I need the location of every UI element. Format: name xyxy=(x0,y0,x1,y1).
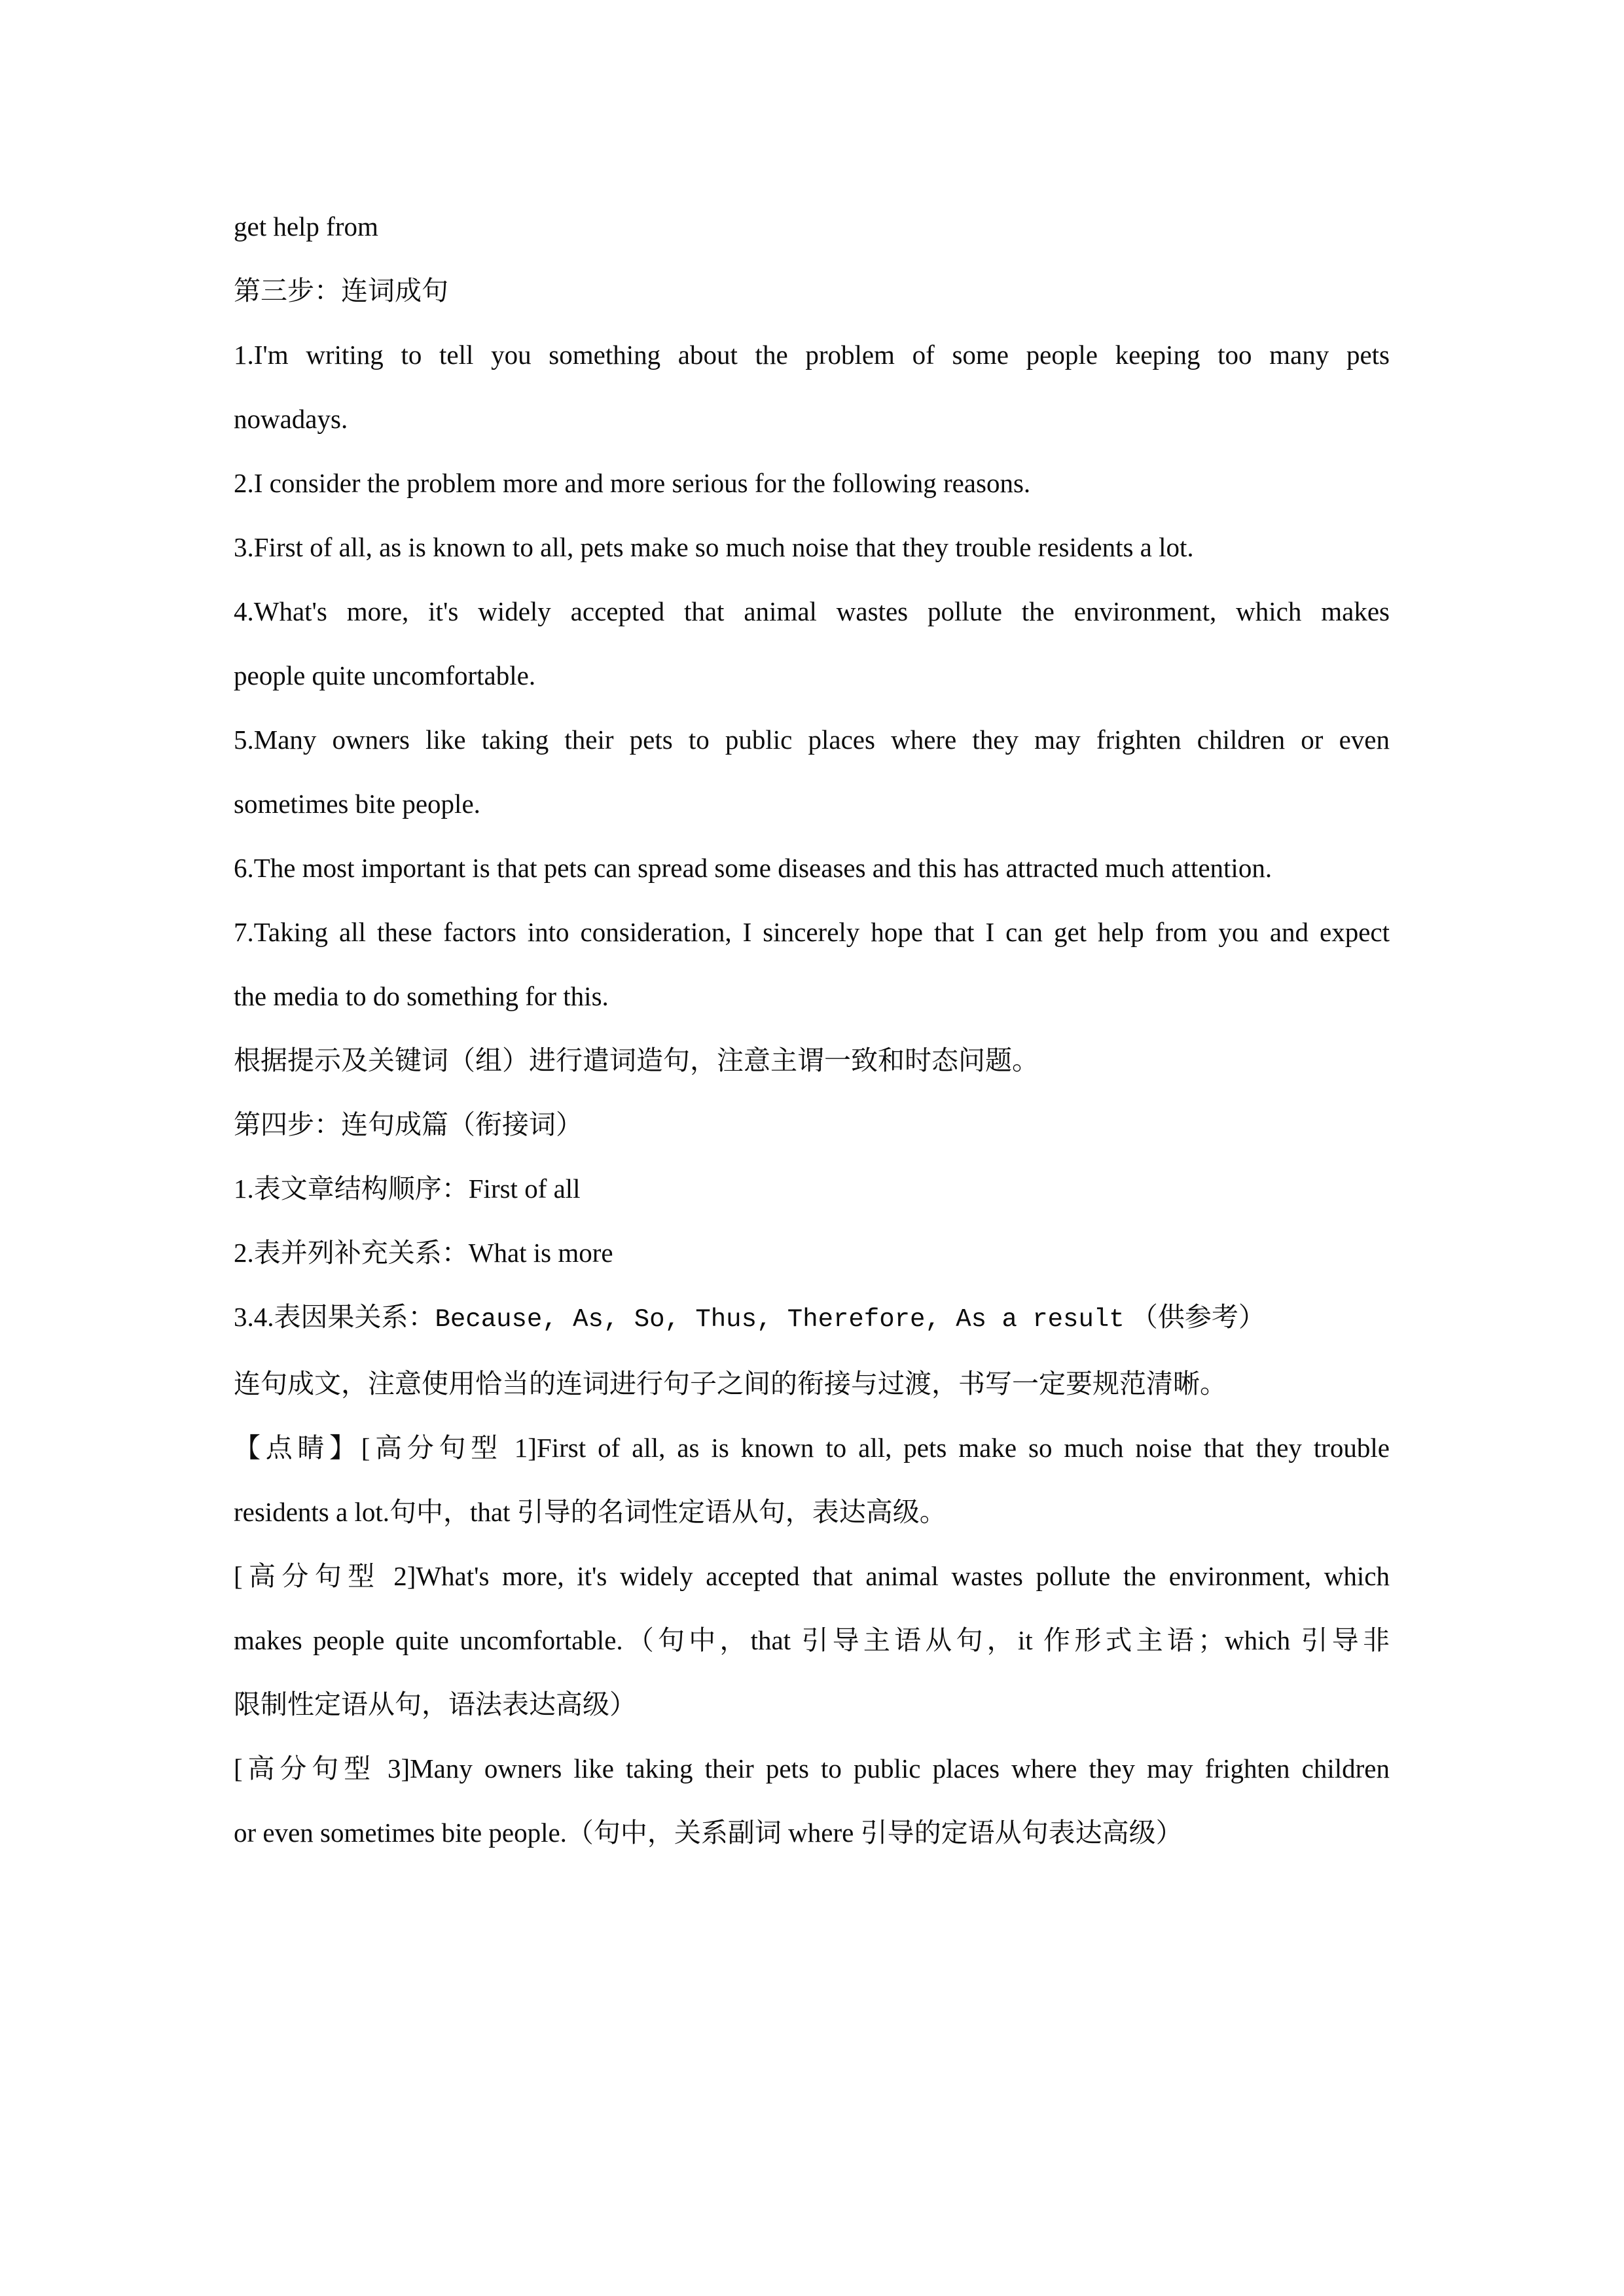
text-line: 7.Taking all these factors into consideration, I sincerely hope that I can get help from you and expect xyxy=(234,917,1390,947)
text-line: 2.I consider the problem more and more serious for the following reasons. xyxy=(234,468,1031,498)
text-line: 2.表并列补充关系：What is more xyxy=(234,1238,613,1268)
text-line-highlight xyxy=(234,1416,1390,1480)
connector-label: 3.4.表因果关系： xyxy=(234,1302,435,1332)
text-line: 根据提示及关键词（组）进行遣词造句，注意主谓一致和时态问题。 xyxy=(234,1045,1039,1075)
text-line: or even sometimes bite people.（句中，关系副词 where 引导的定语从句表达高级） xyxy=(234,1818,1183,1848)
text-line-connectors xyxy=(234,1285,1390,1352)
highlight-tag: 【点睛】 xyxy=(234,1433,361,1463)
text-line: 连句成文，注意使用恰当的连词进行句子之间的衔接与过渡，书写一定要规范清晰。 xyxy=(234,1369,1227,1399)
text-line: 限制性定语从句，语法表达高级） xyxy=(234,1689,636,1719)
text-line: get help from xyxy=(234,211,378,242)
text-line: sometimes bite people. xyxy=(234,789,480,819)
text-line: [高分句型 3]Many owners like taking their pets to public places where they may frighten children xyxy=(234,1753,1390,1784)
text-line: [高分句型 2]What's more, it's widely accepted that animal wastes pollute the environment, which xyxy=(234,1561,1390,1591)
connector-note: （供参考） xyxy=(1124,1302,1265,1332)
text-line: makes people quite uncomfortable.（句中，that 引导主语从句，it 作形式主语；which 引导非 xyxy=(234,1625,1390,1655)
text-line: people quite uncomfortable. xyxy=(234,660,536,691)
text-line: residents a lot.句中，that 引导的名词性定语从句，表达高级。 xyxy=(234,1497,947,1527)
section-heading-step3: 第三步：连词成句 xyxy=(234,276,448,306)
text-line: 3.First of all, as is known to all, pets make so much noise that they trouble residents a lot. xyxy=(234,532,1194,562)
connector-words: Because, As, So, Thus, Therefore, As a result xyxy=(435,1305,1125,1334)
document-body xyxy=(234,194,1390,1865)
text-line: 4.What's more, it's widely accepted that animal wastes pollute the environment, which makes xyxy=(234,596,1390,626)
highlight-sentence: [高分句型 1]First of all, as is known to all, pets make so much noise that they trouble xyxy=(361,1433,1390,1463)
text-line: 1.I'm writing to tell you something about the problem of some people keeping too many pets xyxy=(234,340,1390,370)
text-line: nowadays. xyxy=(234,404,348,434)
text-line: 1.表文章结构顺序：First of all xyxy=(234,1174,581,1204)
section-heading-step4: 第四步：连句成篇（衔接词） xyxy=(234,1109,583,1139)
text-line: 5.Many owners like taking their pets to public places where they may frighten children or even xyxy=(234,725,1390,755)
text-line: 6.The most important is that pets can spread some diseases and this has attracted much attention. xyxy=(234,853,1272,883)
text-line: the media to do something for this. xyxy=(234,981,609,1011)
